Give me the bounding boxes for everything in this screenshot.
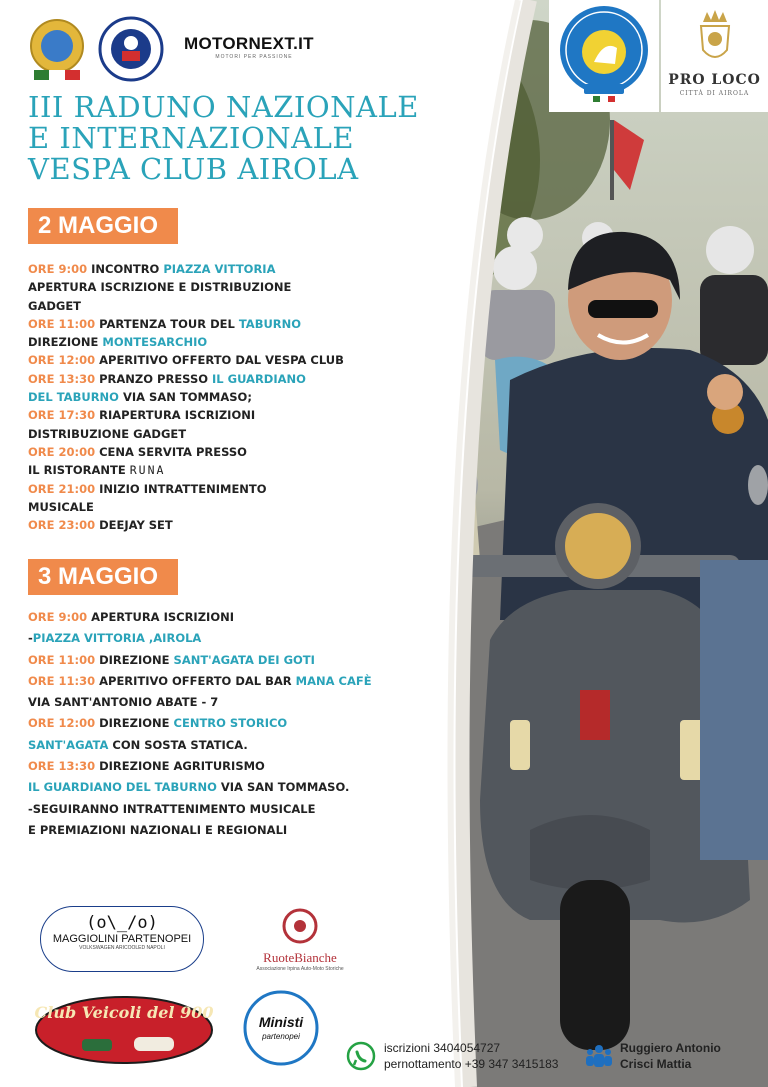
title-line-1: III RADUNO NAZIONALE: [28, 90, 419, 124]
contact-footer: [340, 1035, 768, 1087]
schedule-line: [28, 443, 368, 461]
pro-loco-logo: [661, 0, 768, 112]
schedule-text: VIA SANT'ANTONIO ABATE - 7: [28, 695, 219, 710]
schedule-line: [28, 333, 368, 351]
schedule-text: APERTURA ISCRIZIONI: [91, 610, 235, 624]
schedule-text: RIAPERTURA ISCRIZIONI: [99, 408, 256, 423]
schedule-line: [28, 498, 368, 516]
pernottamento-phone: pernottamento +39 347 3415183: [384, 1057, 559, 1071]
schedule-place: SANT'AGATA: [28, 737, 113, 752]
schedule-place: MONTESARCHIO: [102, 335, 208, 350]
schedule-time: ORE 17:30: [28, 408, 100, 423]
schedule-text: DIREZIONE: [99, 716, 174, 731]
day-1-header: 2 MAGGIO: [28, 208, 178, 244]
schedule-text: CON SOSTA STATICA.: [112, 737, 248, 752]
schedule-text: VIA SAN TOMMASO.: [220, 780, 350, 795]
schedule-line: [28, 388, 368, 406]
schedule-time: ORE 9:00: [28, 262, 92, 276]
schedule-time: ORE 11:30: [28, 673, 100, 688]
schedule-text: PRANZO PRESSO: [99, 371, 213, 386]
schedule-line: [28, 480, 368, 498]
schedule-place: MANA CAFÈ: [295, 673, 372, 688]
schedule-place: IL GUARDIANO DEL TABURNO: [28, 780, 221, 795]
schedule-text: PARTENZA TOUR DEL: [99, 316, 239, 331]
schedule-text: CENA SERVITA PRESSO: [99, 444, 247, 459]
schedule-place: DEL TABURNO: [28, 390, 123, 405]
maggiolini-symbol: (o\_/o): [86, 913, 158, 933]
schedule-text: DIREZIONE AGRITURISMO: [99, 759, 265, 774]
schedule-time: ORE 13:30: [28, 371, 100, 386]
schedule-line: [28, 735, 368, 756]
libertas-logo: [98, 16, 164, 82]
contact-name-1: Ruggiero Antonio: [620, 1041, 721, 1055]
ministi-partenopei-logo: [242, 990, 320, 1066]
schedule-text: INIZIO INTRATTENIMENTO: [99, 481, 267, 496]
schedule-time: ORE 13:30: [28, 759, 100, 774]
schedule-time: ORE 12:00: [28, 353, 100, 368]
ministi-subtitle: partenopei: [262, 1032, 300, 1041]
pro-loco-subtitle: CITTÀ DI AIROLA: [679, 90, 750, 97]
schedule-time: ORE 23:00: [28, 518, 100, 533]
schedule-line: [28, 425, 368, 443]
schedule-text: APERITIVO OFFERTO DAL BAR: [99, 673, 296, 688]
pro-loco-name: PRO LOCO: [668, 72, 761, 88]
title-line-2: E INTERNAZIONALE: [28, 121, 355, 155]
schedule-line: [28, 260, 368, 278]
day-1-schedule: [28, 260, 368, 534]
schedule-time: ORE 11:00: [28, 316, 100, 331]
event-title: [28, 92, 428, 185]
day-2-header: 3 MAGGIO: [28, 559, 178, 595]
day-2-schedule: [28, 607, 372, 841]
maggiolini-name: MAGGIOLINI PARTENOPEI: [52, 933, 192, 945]
club-veicoli-name: Club Veicoli del 900: [34, 1003, 214, 1022]
schedule-text: VIA SAN TOMMASO;: [122, 390, 252, 405]
schedule-text: APERTURA ISCRIZIONE E DISTRIBUZIONE: [28, 280, 292, 295]
schedule-text: -: [28, 631, 33, 646]
schedule-line: [28, 650, 368, 671]
schedule-text: MUSICALE: [28, 499, 94, 514]
iscrizioni-phone: iscrizioni 3404054727: [384, 1041, 501, 1055]
schedule-line: [28, 370, 368, 388]
schedule-text: E PREMIAZIONI NAZIONALI E REGIONALI: [28, 822, 288, 837]
schedule-text: DIREZIONE: [28, 335, 103, 350]
ruote-bianche-logo: [226, 898, 374, 980]
schedule-place: CENTRO STORICO: [173, 716, 288, 731]
schedule-text: DEEJAY SET: [99, 518, 173, 533]
schedule-time: ORE 11:00: [28, 652, 100, 667]
schedule-line: [28, 713, 368, 734]
title-line-3: VESPA CLUB AIROLA: [28, 152, 359, 186]
motornext-logo: [184, 34, 324, 64]
schedule-line: [28, 607, 368, 628]
schedule-line: [28, 820, 368, 841]
schedule-line: [28, 756, 368, 777]
schedule-line: [28, 406, 368, 424]
schedule-text: APERITIVO OFFERTO DAL VESPA CLUB: [99, 353, 344, 368]
schedule-text: GADGET: [28, 298, 82, 313]
motornext-tagline: MOTORI PER PASSIONE: [215, 54, 293, 60]
people-icon: [585, 1043, 613, 1069]
schedule-line: [28, 315, 368, 333]
motornext-name: MOTORNEXT.IT: [184, 34, 314, 53]
schedule-line: [28, 297, 368, 315]
schedule-text: DIREZIONE: [99, 652, 174, 667]
contact-name-2: Crisci Mattia: [620, 1057, 692, 1071]
restaurant-logo-text: RUNA: [129, 463, 166, 478]
schedule-time: ORE 20:00: [28, 444, 100, 459]
schedule-time: ORE 12:00: [28, 716, 100, 731]
maggiolini-partenopei-logo: [30, 898, 214, 980]
ministi-name: Ministi: [258, 1014, 304, 1030]
schedule-line: [28, 671, 372, 692]
schedule-text: -SEGUIRANNO INTRATTENIMENTO MUSICALE: [28, 801, 316, 816]
ruote-bianche-name: RuoteBianche: [263, 950, 337, 965]
schedule-time: ORE 9:00: [28, 610, 92, 624]
schedule-line: [28, 516, 368, 534]
whatsapp-icon: [346, 1041, 376, 1071]
schedule-line: [28, 799, 368, 820]
ruote-bianche-subtitle: Associazione Irpina Auto-Moto Storiche: [256, 966, 344, 972]
schedule-line: [28, 692, 368, 713]
maggiolini-subtitle: VOLKSWAGEN ARICOOLED NAPOLI: [79, 945, 165, 951]
schedule-text: INCONTRO: [91, 262, 164, 276]
schedule-line: [28, 461, 368, 479]
schedule-line: [28, 777, 368, 798]
schedule-line: [28, 351, 368, 369]
club-veicoli-del-900-logo: [34, 995, 214, 1065]
schedule-line: [28, 278, 368, 296]
schedule-place: IL GUARDIANO: [212, 371, 306, 386]
schedule-place: TABURNO: [238, 316, 302, 331]
schedule-time: ORE 21:00: [28, 481, 100, 496]
schedule-text: DISTRIBUZIONE GADGET: [28, 426, 187, 441]
schedule-place: SANT'AGATA DEI GOTI: [173, 652, 315, 667]
schedule-text: IL RISTORANTE: [28, 463, 130, 478]
schedule-place: PIAZZA VITTORIA: [163, 262, 276, 276]
schedule-place: PIAZZA VITTORIA ,AIROLA: [32, 631, 202, 646]
vespa-club-airola-logo: [549, 0, 659, 112]
schedule-line: [28, 628, 368, 649]
airola-coat-of-arms-logo: [28, 16, 86, 82]
